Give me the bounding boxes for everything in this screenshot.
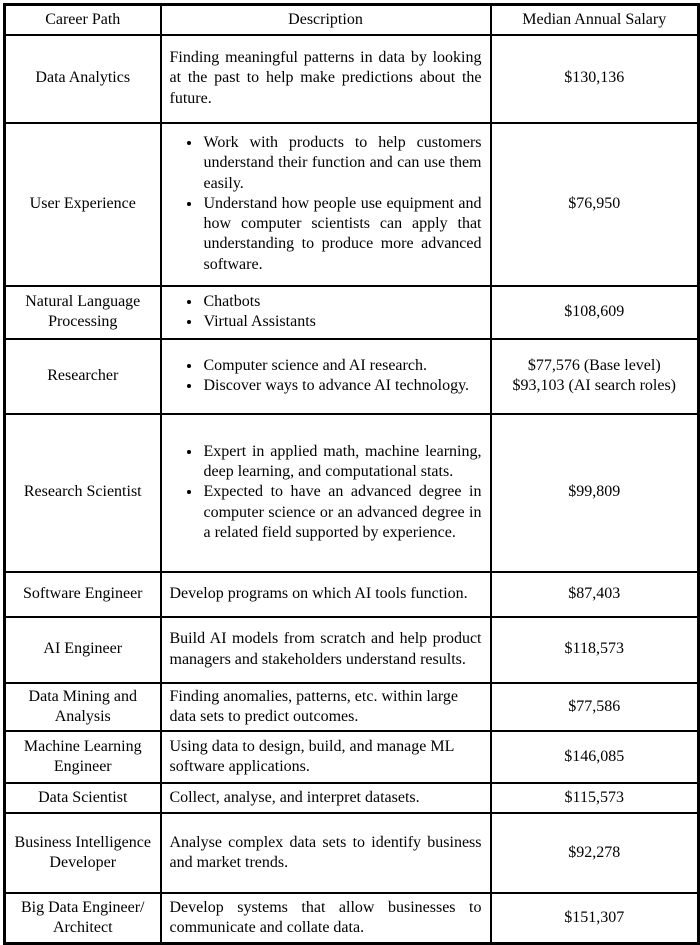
description-text: Using data to design, build, and manage ML software applications.	[169, 737, 454, 776]
salary-line: $92,278	[568, 843, 621, 861]
career-path-cell: Business Intelligence Developer	[5, 813, 161, 893]
description-cell	[161, 893, 491, 943]
description-text: Collect, analyse, and interpret datasets.	[169, 788, 420, 806]
description-cell	[161, 683, 491, 732]
salary-cell	[491, 35, 699, 123]
career-salary-table	[3, 3, 700, 945]
header-median-annual-salary: Median Annual Salary	[491, 5, 699, 35]
career-path-cell: AI Engineer	[5, 617, 161, 683]
salary-line: $99,809	[568, 483, 621, 501]
bullet-list	[170, 356, 482, 397]
bullet-list	[170, 133, 482, 275]
salary-line: $108,609	[564, 302, 625, 320]
career-path-cell: Researcher	[5, 339, 161, 414]
description-cell	[161, 813, 491, 893]
salary-line: $76,950	[568, 194, 621, 212]
salary-line: $77,576 (Base level)	[527, 356, 661, 374]
bullet-item: • Expert in applied math, machine learning, deep learning, and computational stats.	[202, 442, 482, 483]
description-text: Build AI models from scratch and help product managers and stakeholders understand results.	[169, 630, 482, 668]
description-cell	[161, 123, 491, 286]
description-text: Finding anomalies, patterns, etc. within large data sets to predict outcomes.	[169, 687, 459, 725]
table-row	[5, 286, 699, 339]
table-row	[5, 414, 699, 572]
table-row	[5, 123, 699, 286]
description-text: Develop systems that allow businesses to communicate and collate data.	[169, 898, 482, 936]
salary-cell	[491, 617, 699, 683]
description-cell	[161, 617, 491, 683]
bullet-item: • Computer science and AI research.	[202, 356, 482, 376]
bullet-item: • Chatbots	[202, 292, 482, 312]
header-description: Description	[161, 5, 491, 35]
description-text: Analyse complex data sets to identify business and market trends.	[169, 833, 482, 872]
salary-cell	[491, 731, 699, 783]
description-cell	[161, 339, 491, 414]
salary-cell	[491, 286, 699, 339]
career-path-cell: Data Scientist	[5, 783, 161, 813]
salary-cell	[491, 893, 699, 943]
description-cell	[161, 572, 491, 617]
bullet-item: • Understand how people use equipment and how computer scientists can apply that understanding to produce more advanced software.	[202, 194, 482, 275]
description-text: Develop programs on which AI tools function.	[169, 584, 468, 602]
bullet-item: • Work with products to help customers understand their function and can use them easily.	[202, 133, 482, 194]
salary-cell	[491, 339, 699, 414]
career-path-cell: User Experience	[5, 123, 161, 286]
bullet-item: • Virtual Assistants	[202, 312, 482, 332]
bullet-list	[170, 292, 482, 333]
bullet-item: • Discover ways to advance AI technology.	[202, 376, 482, 396]
career-path-cell: Research Scientist	[5, 414, 161, 572]
salary-cell	[491, 683, 699, 732]
bullet-item: • Expected to have an advanced degree in computer science or an advanced degree in a related field supported by experience.	[202, 482, 482, 543]
table-row	[5, 893, 699, 943]
description-cell	[161, 286, 491, 339]
header-career-path: Career Path	[5, 5, 161, 35]
salary-line: $115,573	[564, 788, 624, 806]
table-row	[5, 813, 699, 893]
salary-line: $146,085	[564, 747, 625, 765]
description-cell	[161, 35, 491, 123]
table-header	[5, 5, 699, 35]
bullet-list	[170, 442, 482, 544]
salary-cell	[491, 123, 699, 286]
career-path-cell: Natural Language Processing	[5, 286, 161, 339]
table-body	[5, 35, 699, 944]
career-path-cell: Data Analytics	[5, 35, 161, 123]
table-row	[5, 683, 699, 732]
table-row	[5, 572, 699, 617]
salary-cell	[491, 813, 699, 893]
table-row	[5, 339, 699, 414]
description-cell	[161, 783, 491, 813]
career-path-cell: Big Data Engineer/ Architect	[5, 893, 161, 943]
description-cell	[161, 731, 491, 783]
salary-line: $151,307	[564, 908, 625, 926]
table-row	[5, 617, 699, 683]
career-path-cell: Software Engineer	[5, 572, 161, 617]
salary-line: $87,403	[568, 584, 621, 602]
salary-cell	[491, 783, 699, 813]
table-row	[5, 35, 699, 123]
salary-cell	[491, 572, 699, 617]
career-path-cell: Data Mining and Analysis	[5, 683, 161, 732]
salary-line: $77,586	[568, 697, 621, 715]
salary-cell	[491, 414, 699, 572]
salary-line: $130,136	[564, 69, 625, 87]
header-row	[5, 5, 699, 35]
salary-line: $93,103 (AI search roles)	[512, 377, 676, 394]
career-path-cell: Machine Learning Engineer	[5, 731, 161, 783]
description-text: Finding meaningful patterns in data by looking at the past to help make predictions about the future.	[169, 49, 482, 107]
table-row	[5, 783, 699, 813]
table-row	[5, 731, 699, 783]
salary-line: $118,573	[564, 640, 624, 658]
description-cell	[161, 414, 491, 572]
